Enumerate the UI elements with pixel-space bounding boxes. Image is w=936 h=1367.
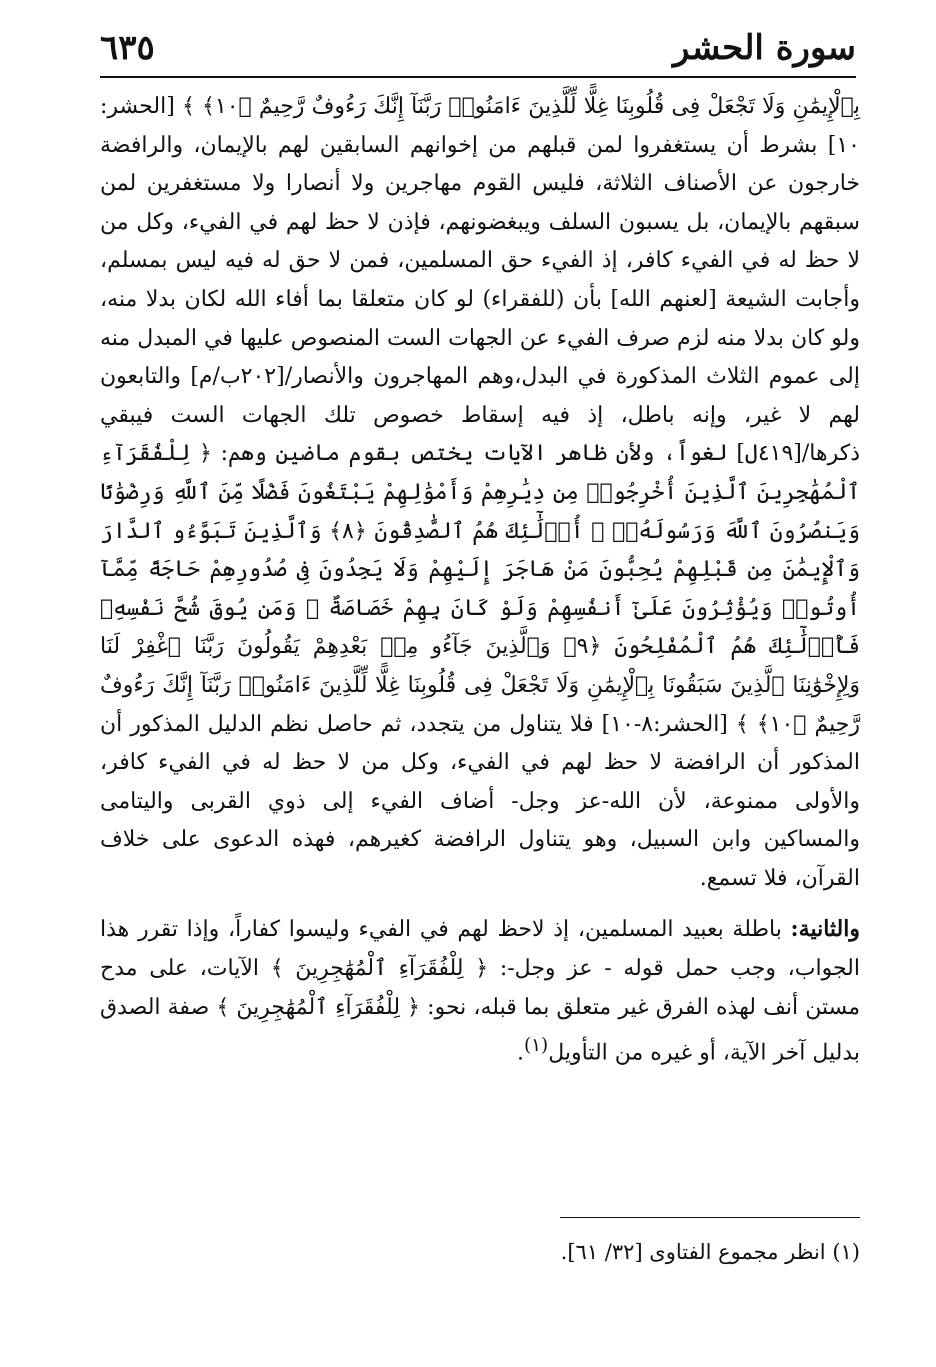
main-text [100, 88, 860, 1073]
page-header [100, 24, 856, 72]
page-number: ٦٣٥ [100, 28, 155, 68]
paragraph-2-text: باطلة بعبيد المسلمين، إذ لاحظ لهم في الفيء وليسوا كفاراً، وإذا تقرر هذا الجواب، وجب حمل قوله - عز وجل-: ﴿ لِلْفُقَرَآءِ ٱلْمُهَٰجِرِينَ ﴾ الآيات، على مدح مستن أنف لهذه الفرق غير متعلق بما قبله، نحو: ﴿ لِلْفُقَرَآءِ ٱلْمُهَٰجِرِينَ ﴾ صفة الصدق بدليل آخر الآية، أو غيره من التأويل [100, 917, 860, 1066]
footnote-reference: (١) [524, 1035, 549, 1057]
paragraph-2-end: . [517, 1040, 525, 1066]
footnote-divider [560, 1217, 860, 1218]
paragraph-1: بِٱلْإِيمَٰنِ وَلَا تَجْعَلْ فِى قُلُوبِنَا غِلًّا لِّلَّذِينَ ءَامَنُوا۟ رَبَّنَآ إِنَّكَ رَءُوفٌ رَّحِيمٌ ﴿١٠﴾ ﴾ [الحشر: ١٠] بشرط أن يستغفروا لمن قبلهم من إخوانهم السابقين لهم بالإيمان، والرافضة خارجون عن الأصناف الثلاثة، فليس القوم مهاجرين ولا أنصارا ولا مستغفرين لمن سبقهم بالإيمان، بل يسبون السلف ويبغضونهم، فإذن لا حظ لهم في الفيء، وكل من لا حظ له في الفيء كافر، إذ الفيء حق المسلمين، فمن لا حق له فيه ليس بمسلم، وأجابت الشيعة [لعنهم الله] بأن (للفقراء) لو كان متعلقا بما أفاء الله لكان بدلا منه، ولو كان بدلا منه لزم صرف الفيء عن الجهات الست المنصوص عليها في المبدل منه إلى عموم الثلاث المذكورة في البدل،وهم المهاجرون والأنصار/[٢٠٢ب/م] والتابعون لهم لا غير، وإنه باطل، إذ فيه إسقاط خصوص تلك الجهات الست فيبقي ذكرها/[٤١٩ل] لغواً، ولأن ظاهر الآيات يختص بقوم ماضين وهم: ﴿ لِلْفُقَرَآءِ ٱلْمُهَٰجِرِينَ ٱلَّذِينَ أُخْرِجُوا۟ مِن دِيَٰرِهِمْ وَأَمْوَٰلِهِمْ يَبْتَغُونَ فَضْلًا مِّنَ ٱللَّهِ وَرِضْوَٰنًا وَيَنصُرُونَ ٱللَّهَ وَرَسُولَهُۥٓ ۚ أُو۟لَٰٓئِكَ هُمُ ٱلصَّٰدِقُونَ ﴿٨﴾ وَٱلَّذِينَ تَبَوَّءُو ٱلدَّارَ وَٱلْإِيمَٰنَ مِن قَبْلِهِمْ يُحِبُّونَ مَنْ هَاجَرَ إِلَيْهِمْ وَلَا يَجِدُونَ فِى صُدُورِهِمْ حَاجَةً مِّمَّآ أُوتُوا۟ وَيُؤْثِرُونَ عَلَىٰٓ أَنفُسِهِمْ وَلَوْ كَانَ بِهِمْ خَصَاصَةٌ ۚ وَمَن يُوقَ شُحَّ نَفْسِهِۦ فَأُو۟لَٰٓئِكَ هُمُ ٱلْمُفْلِحُونَ ﴿٩﴾ وَٱلَّذِينَ جَآءُو مِنۢ بَعْدِهِمْ يَقُولُونَ رَبَّنَا ٱغْفِرْ لَنَا وَلِإِخْوَٰنِنَا ٱلَّذِينَ سَبَقُونَا بِٱلْإِيمَٰنِ وَلَا تَجْعَلْ فِى قُلُوبِنَا غِلًّا لِّلَّذِينَ ءَامَنُوا۟ رَبَّنَآ إِنَّكَ رَءُوفٌ رَّحِيمٌ ﴿١٠﴾ ﴾ [الحشر:٨-١٠] فلا يتناول من يتجدد، ثم حاصل نظم الدليل المذكور أن المذكور أن الرافضة لا حظ لهم في الفيء، وكل من لا حظ له في الفيء كافر، والأولى ممنوعة، لأن الله-عز وجل- أضاف الفيء إلى ذوي القربى واليتامى والمساكين وابن السبيل، وهو يتناول الرافضة كغيرهم، فهذه الدعوى على خلاف القرآن، فلا تسمع. [100, 94, 861, 891]
paragraph-2 [100, 910, 860, 1073]
surah-title: سورة الحشر [673, 28, 856, 68]
footnote: (١) انظر مجموع الفتاوى [٣٢/ ٦١]. [560, 1240, 860, 1264]
header-divider [100, 76, 856, 78]
paragraph-2-lead: والثانية: [790, 916, 860, 943]
